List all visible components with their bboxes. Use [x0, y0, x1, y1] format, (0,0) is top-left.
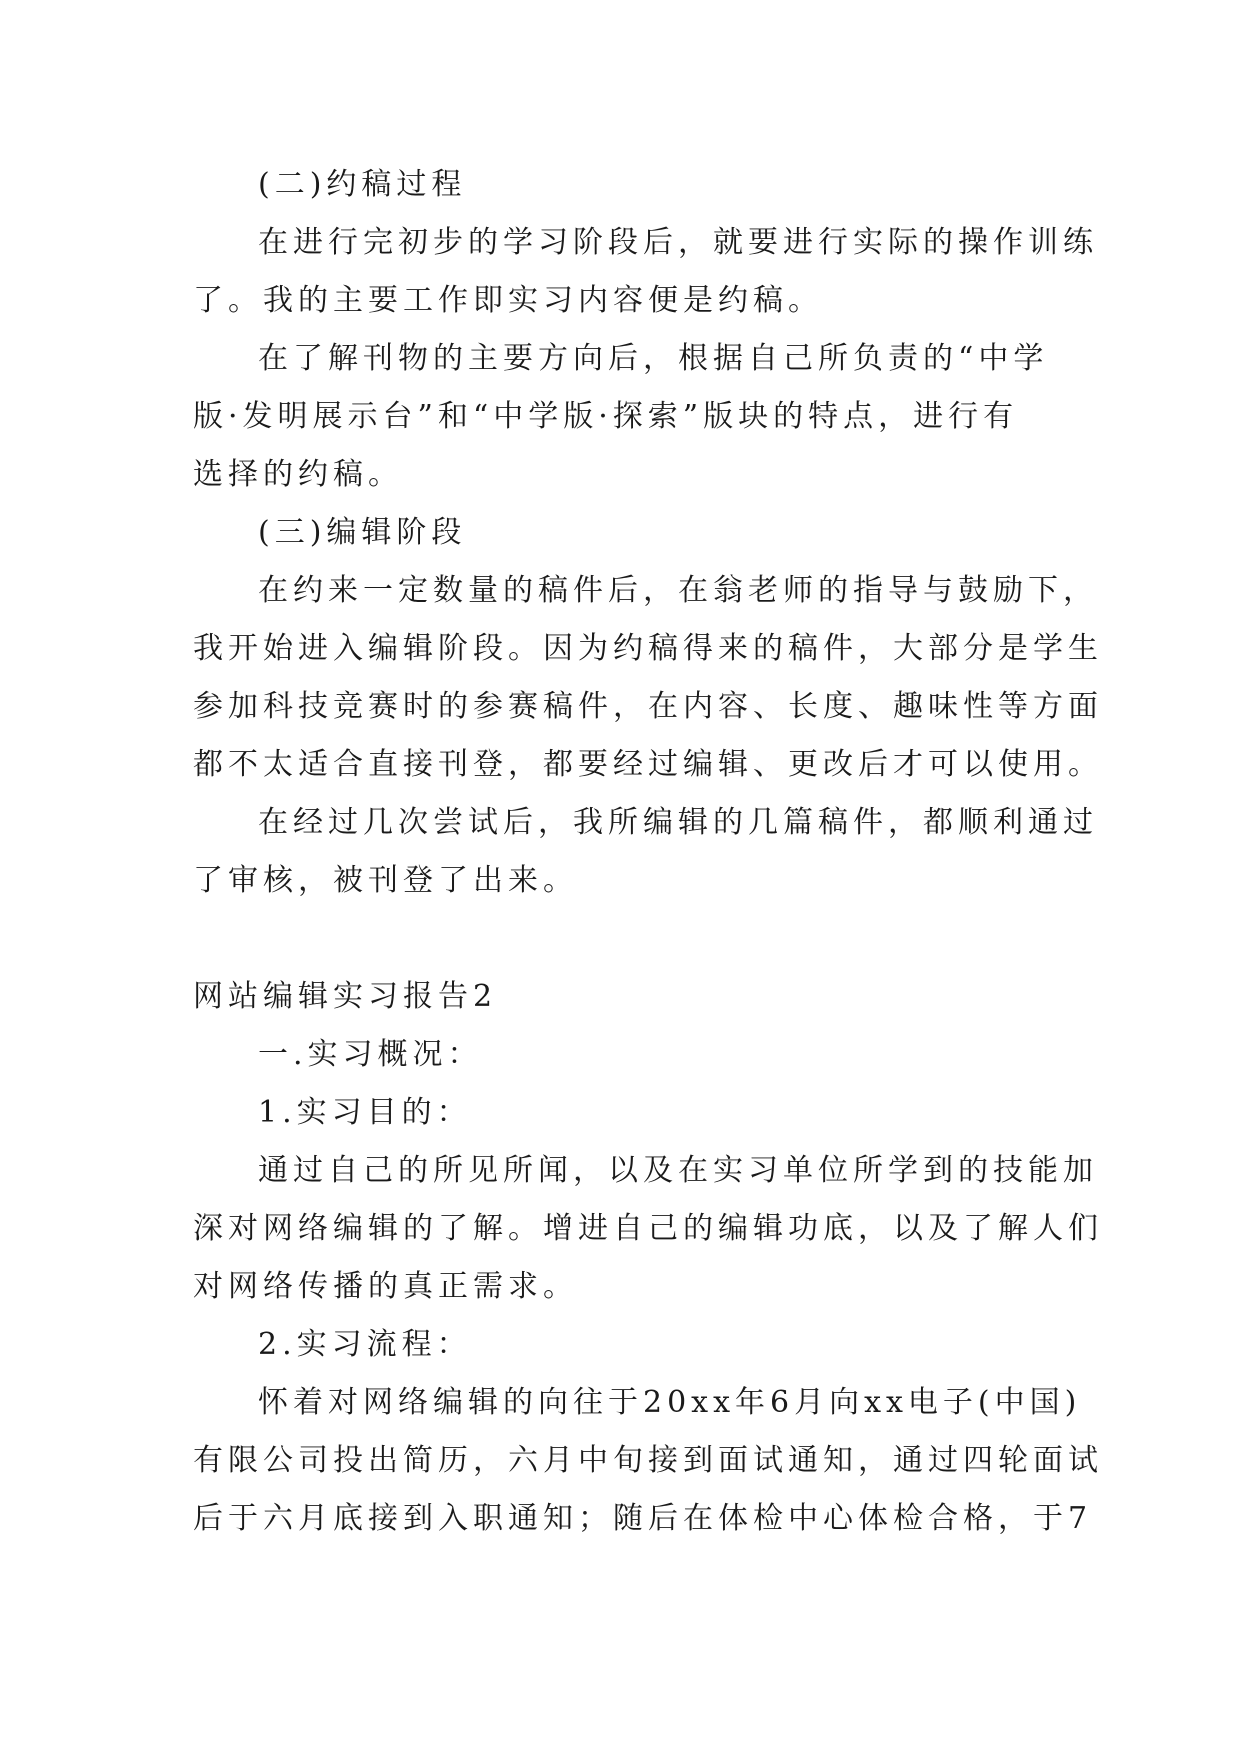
paragraph-line: 在进行完初步的学习阶段后，就要进行实际的操作训练 [258, 225, 1098, 260]
section-heading-overview: 一.实习概况： [258, 1037, 483, 1072]
paragraph-line: 选择的约稿。 [193, 457, 403, 492]
report-title: 网站编辑实习报告2 [193, 979, 498, 1014]
paragraph-line: 深对网络编辑的了解。增进自己的编辑功底，以及了解人们 [193, 1211, 1103, 1246]
paragraph-line: 了审核，被刊登了出来。 [193, 863, 578, 898]
paragraph-line: 怀着对网络编辑的向往于20xx年6月向xx电子(中国) [258, 1385, 1082, 1420]
paragraph-line: 了。我的主要工作即实习内容便是约稿。 [193, 283, 823, 318]
paragraph-line: 我开始进入编辑阶段。因为约稿得来的稿件，大部分是学生 [193, 631, 1103, 666]
paragraph-line: 对网络传播的真正需求。 [193, 1269, 578, 1304]
paragraph-line: 版·发明展示台”和“中学版·探索”版块的特点，进行有 [193, 399, 1019, 434]
subheading-process: 2.实习流程： [258, 1327, 472, 1362]
paragraph-line: 后于六月底接到入职通知；随后在体检中心体检合格，于7 [193, 1501, 1093, 1536]
paragraph-line: 参加科技竞赛时的参赛稿件，在内容、长度、趣味性等方面 [193, 689, 1103, 724]
paragraph-line: 在约来一定数量的稿件后，在翁老师的指导与鼓励下， [258, 573, 1098, 608]
paragraph-line: 在了解刊物的主要方向后，根据自己所负责的“中学 [258, 341, 1049, 376]
section-heading-editing: (三)编辑阶段 [258, 515, 467, 550]
paragraph-line: 有限公司投出简历，六月中旬接到面试通知，通过四轮面试 [193, 1443, 1103, 1478]
paragraph-line: 通过自己的所见所闻，以及在实习单位所学到的技能加 [258, 1153, 1098, 1188]
paragraph-line: 在经过几次尝试后，我所编辑的几篇稿件，都顺利通过 [258, 805, 1098, 840]
subheading-purpose: 1.实习目的： [258, 1095, 472, 1130]
paragraph-line: 都不太适合直接刊登，都要经过编辑、更改后才可以使用。 [193, 747, 1103, 782]
section-heading-solicitation: (二)约稿过程 [258, 167, 467, 202]
